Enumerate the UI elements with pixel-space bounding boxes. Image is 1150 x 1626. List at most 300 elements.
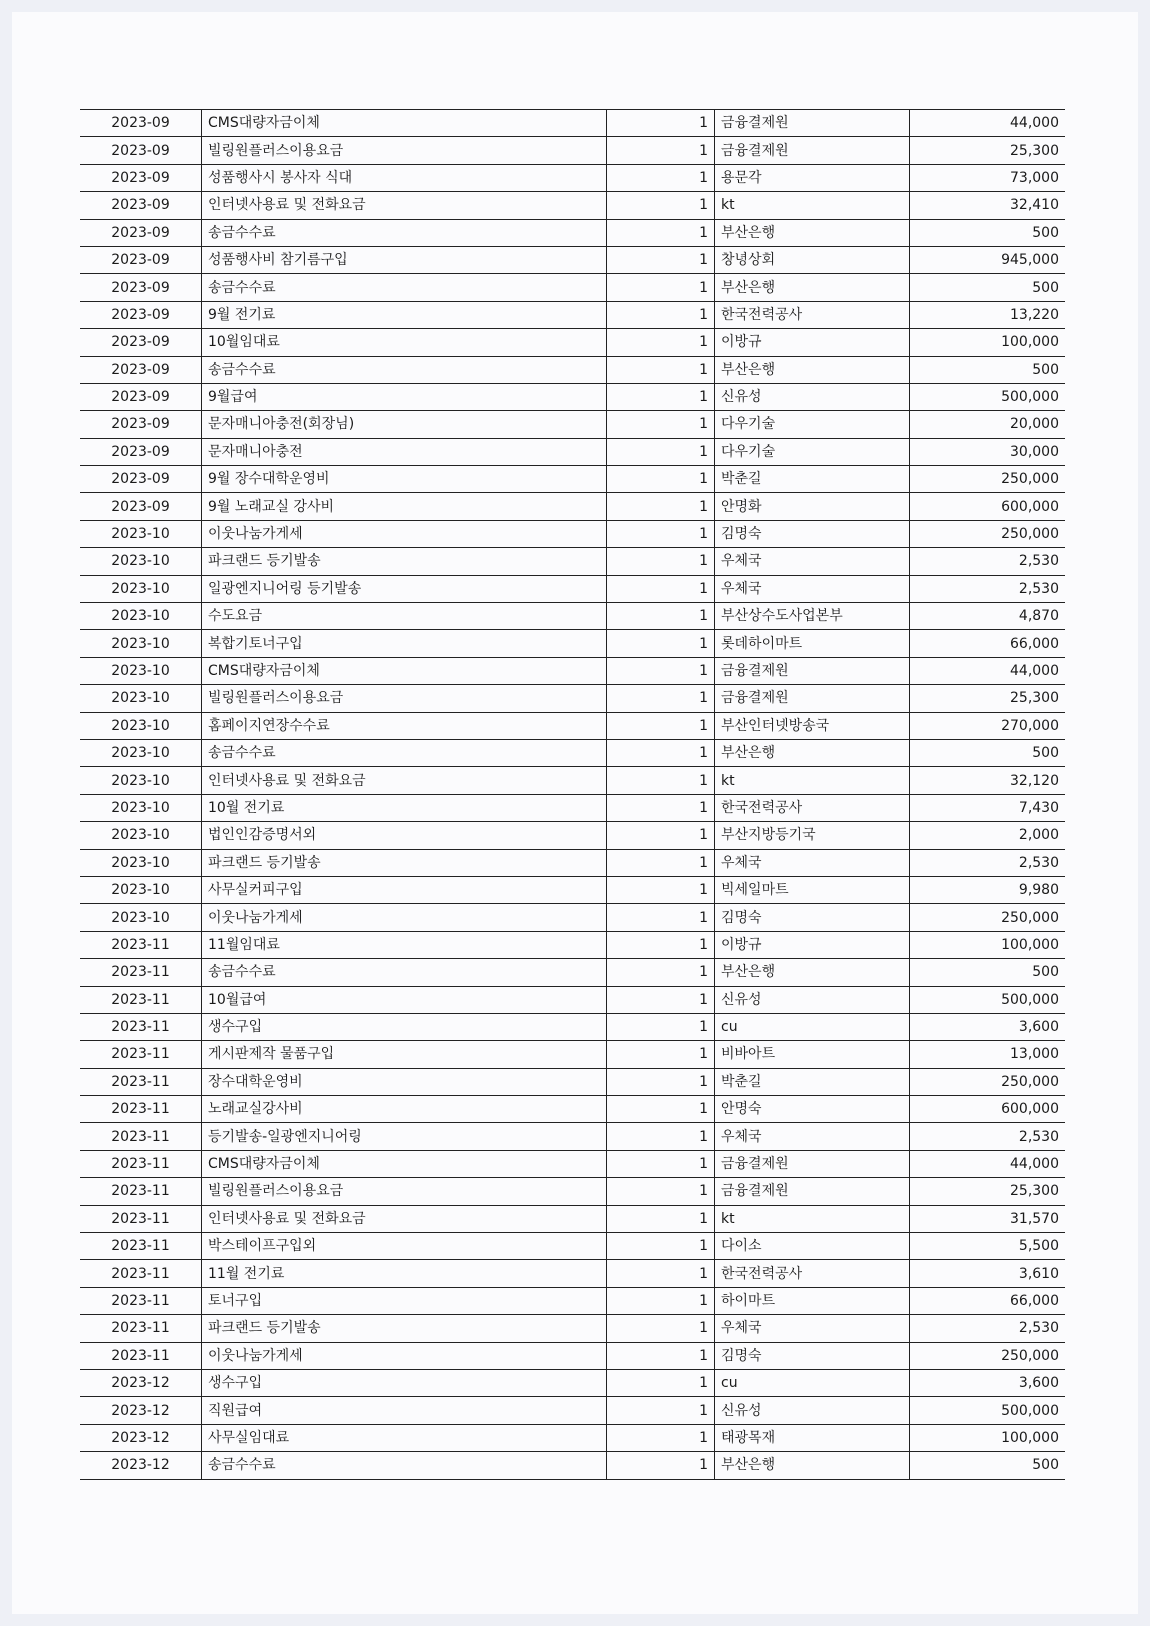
table-row xyxy=(80,246,1065,273)
vendor-cell: 하이마트 xyxy=(715,1287,910,1314)
date-cell: 2023-11 xyxy=(80,1315,202,1342)
description-cell: 박스테이프구입외 xyxy=(202,1233,607,1260)
vendor-cell: 금융결제원 xyxy=(715,110,910,137)
quantity-cell: 1 xyxy=(607,876,715,903)
date-cell: 2023-10 xyxy=(80,685,202,712)
amount-cell: 44,000 xyxy=(910,110,1066,137)
description-cell: 파크랜드 등기발송 xyxy=(202,849,607,876)
vendor-cell: 우체국 xyxy=(715,1123,910,1150)
vendor-cell: 박춘길 xyxy=(715,1068,910,1095)
amount-cell: 2,530 xyxy=(910,1123,1066,1150)
description-cell: 10월급여 xyxy=(202,986,607,1013)
quantity-cell: 1 xyxy=(607,493,715,520)
table-row xyxy=(80,411,1065,438)
vendor-cell: 우체국 xyxy=(715,575,910,602)
date-cell: 2023-11 xyxy=(80,1178,202,1205)
quantity-cell: 1 xyxy=(607,1013,715,1040)
amount-cell: 250,000 xyxy=(910,1068,1066,1095)
amount-cell: 44,000 xyxy=(910,1150,1066,1177)
date-cell: 2023-10 xyxy=(80,630,202,657)
date-cell: 2023-11 xyxy=(80,931,202,958)
quantity-cell: 1 xyxy=(607,1315,715,1342)
table-row xyxy=(80,1205,1065,1232)
quantity-cell: 1 xyxy=(607,246,715,273)
description-cell: 문자매니아충전(회장님) xyxy=(202,411,607,438)
quantity-cell: 1 xyxy=(607,1068,715,1095)
amount-cell: 66,000 xyxy=(910,1287,1066,1314)
vendor-cell: 이방규 xyxy=(715,931,910,958)
description-cell: 9월 장수대학운영비 xyxy=(202,466,607,493)
amount-cell: 30,000 xyxy=(910,438,1066,465)
vendor-cell: 금융결제원 xyxy=(715,685,910,712)
vendor-cell: 한국전력공사 xyxy=(715,301,910,328)
amount-cell: 20,000 xyxy=(910,411,1066,438)
quantity-cell: 1 xyxy=(607,1369,715,1396)
amount-cell: 250,000 xyxy=(910,1342,1066,1369)
description-cell: 송금수수료 xyxy=(202,274,607,301)
table-row xyxy=(80,1424,1065,1451)
description-cell: 9월 노래교실 강사비 xyxy=(202,493,607,520)
vendor-cell: 금융결제원 xyxy=(715,657,910,684)
date-cell: 2023-10 xyxy=(80,520,202,547)
date-cell: 2023-09 xyxy=(80,356,202,383)
table-row xyxy=(80,767,1065,794)
amount-cell: 5,500 xyxy=(910,1233,1066,1260)
quantity-cell: 1 xyxy=(607,931,715,958)
ledger-body xyxy=(80,110,1065,1480)
date-cell: 2023-11 xyxy=(80,986,202,1013)
table-row xyxy=(80,603,1065,630)
vendor-cell: 금융결제원 xyxy=(715,1150,910,1177)
table-row xyxy=(80,164,1065,191)
quantity-cell: 1 xyxy=(607,794,715,821)
table-row xyxy=(80,1397,1065,1424)
amount-cell: 4,870 xyxy=(910,603,1066,630)
amount-cell: 250,000 xyxy=(910,904,1066,931)
amount-cell: 2,530 xyxy=(910,575,1066,602)
vendor-cell: kt xyxy=(715,1205,910,1232)
vendor-cell: 김명숙 xyxy=(715,904,910,931)
date-cell: 2023-11 xyxy=(80,1096,202,1123)
vendor-cell: 다이소 xyxy=(715,1233,910,1260)
description-cell: 홈페이지연장수수료 xyxy=(202,712,607,739)
quantity-cell: 1 xyxy=(607,1150,715,1177)
description-cell: 장수대학운영비 xyxy=(202,1068,607,1095)
vendor-cell: 부산은행 xyxy=(715,219,910,246)
quantity-cell: 1 xyxy=(607,383,715,410)
vendor-cell: 창녕상회 xyxy=(715,246,910,273)
quantity-cell: 1 xyxy=(607,1123,715,1150)
vendor-cell: 빅세일마트 xyxy=(715,876,910,903)
amount-cell: 500,000 xyxy=(910,1397,1066,1424)
date-cell: 2023-10 xyxy=(80,822,202,849)
date-cell: 2023-09 xyxy=(80,274,202,301)
description-cell: 일광엔지니어링 등기발송 xyxy=(202,575,607,602)
table-row xyxy=(80,274,1065,301)
quantity-cell: 1 xyxy=(607,466,715,493)
amount-cell: 100,000 xyxy=(910,329,1066,356)
description-cell: CMS대량자금이체 xyxy=(202,1150,607,1177)
table-row xyxy=(80,1068,1065,1095)
quantity-cell: 1 xyxy=(607,192,715,219)
amount-cell: 250,000 xyxy=(910,466,1066,493)
table-row xyxy=(80,493,1065,520)
table-row xyxy=(80,356,1065,383)
table-row xyxy=(80,1287,1065,1314)
amount-cell: 250,000 xyxy=(910,520,1066,547)
date-cell: 2023-10 xyxy=(80,739,202,766)
vendor-cell: 부산은행 xyxy=(715,1452,910,1479)
date-cell: 2023-10 xyxy=(80,603,202,630)
table-row xyxy=(80,959,1065,986)
table-row xyxy=(80,137,1065,164)
quantity-cell: 1 xyxy=(607,1342,715,1369)
date-cell: 2023-11 xyxy=(80,1123,202,1150)
vendor-cell: 태광목재 xyxy=(715,1424,910,1451)
amount-cell: 100,000 xyxy=(910,1424,1066,1451)
table-row xyxy=(80,301,1065,328)
amount-cell: 31,570 xyxy=(910,1205,1066,1232)
quantity-cell: 1 xyxy=(607,1096,715,1123)
table-row xyxy=(80,1233,1065,1260)
vendor-cell: 금융결제원 xyxy=(715,137,910,164)
description-cell: CMS대량자금이체 xyxy=(202,110,607,137)
date-cell: 2023-12 xyxy=(80,1369,202,1396)
table-row xyxy=(80,383,1065,410)
description-cell: 이웃나눔가게세 xyxy=(202,904,607,931)
table-row xyxy=(80,1123,1065,1150)
amount-cell: 9,980 xyxy=(910,876,1066,903)
table-row xyxy=(80,1315,1065,1342)
amount-cell: 600,000 xyxy=(910,493,1066,520)
table-row xyxy=(80,1342,1065,1369)
vendor-cell: 박춘길 xyxy=(715,466,910,493)
amount-cell: 270,000 xyxy=(910,712,1066,739)
quantity-cell: 1 xyxy=(607,685,715,712)
vendor-cell: cu xyxy=(715,1013,910,1040)
vendor-cell: 부산은행 xyxy=(715,739,910,766)
quantity-cell: 1 xyxy=(607,657,715,684)
vendor-cell: 용문각 xyxy=(715,164,910,191)
date-cell: 2023-12 xyxy=(80,1397,202,1424)
description-cell: 빌링원플러스이용요금 xyxy=(202,137,607,164)
table-row xyxy=(80,219,1065,246)
description-cell: 송금수수료 xyxy=(202,959,607,986)
amount-cell: 7,430 xyxy=(910,794,1066,821)
quantity-cell: 1 xyxy=(607,219,715,246)
quantity-cell: 1 xyxy=(607,110,715,137)
quantity-cell: 1 xyxy=(607,767,715,794)
date-cell: 2023-09 xyxy=(80,137,202,164)
vendor-cell: 부산은행 xyxy=(715,959,910,986)
quantity-cell: 1 xyxy=(607,548,715,575)
description-cell: 법인인감증명서외 xyxy=(202,822,607,849)
table-row xyxy=(80,822,1065,849)
description-cell: 10월 전기료 xyxy=(202,794,607,821)
date-cell: 2023-11 xyxy=(80,1041,202,1068)
vendor-cell: 신유성 xyxy=(715,383,910,410)
description-cell: 10월임대료 xyxy=(202,329,607,356)
vendor-cell: 우체국 xyxy=(715,1315,910,1342)
vendor-cell: 우체국 xyxy=(715,548,910,575)
date-cell: 2023-10 xyxy=(80,876,202,903)
description-cell: 9월 전기료 xyxy=(202,301,607,328)
date-cell: 2023-09 xyxy=(80,164,202,191)
quantity-cell: 1 xyxy=(607,904,715,931)
date-cell: 2023-11 xyxy=(80,1233,202,1260)
description-cell: 등기발송-일광엔지니어링 xyxy=(202,1123,607,1150)
date-cell: 2023-11 xyxy=(80,1068,202,1095)
quantity-cell: 1 xyxy=(607,849,715,876)
vendor-cell: 김명숙 xyxy=(715,520,910,547)
date-cell: 2023-09 xyxy=(80,246,202,273)
table-row xyxy=(80,712,1065,739)
table-row xyxy=(80,630,1065,657)
table-row xyxy=(80,1096,1065,1123)
description-cell: 복합기토너구입 xyxy=(202,630,607,657)
amount-cell: 500 xyxy=(910,219,1066,246)
date-cell: 2023-11 xyxy=(80,1342,202,1369)
table-row xyxy=(80,849,1065,876)
quantity-cell: 1 xyxy=(607,603,715,630)
quantity-cell: 1 xyxy=(607,959,715,986)
amount-cell: 25,300 xyxy=(910,685,1066,712)
description-cell: 파크랜드 등기발송 xyxy=(202,1315,607,1342)
vendor-cell: 부산지방등기국 xyxy=(715,822,910,849)
amount-cell: 32,410 xyxy=(910,192,1066,219)
date-cell: 2023-11 xyxy=(80,1287,202,1314)
quantity-cell: 1 xyxy=(607,329,715,356)
description-cell: 문자매니아충전 xyxy=(202,438,607,465)
table-row xyxy=(80,575,1065,602)
vendor-cell: 신유성 xyxy=(715,986,910,1013)
vendor-cell: 다우기술 xyxy=(715,411,910,438)
description-cell: 성품행사시 봉사자 식대 xyxy=(202,164,607,191)
quantity-cell: 1 xyxy=(607,520,715,547)
vendor-cell: cu xyxy=(715,1369,910,1396)
vendor-cell: 롯데하이마트 xyxy=(715,630,910,657)
amount-cell: 3,600 xyxy=(910,1369,1066,1396)
amount-cell: 13,000 xyxy=(910,1041,1066,1068)
date-cell: 2023-09 xyxy=(80,329,202,356)
table-row xyxy=(80,1013,1065,1040)
table-row xyxy=(80,548,1065,575)
table-row xyxy=(80,329,1065,356)
description-cell: 파크랜드 등기발송 xyxy=(202,548,607,575)
quantity-cell: 1 xyxy=(607,411,715,438)
date-cell: 2023-09 xyxy=(80,466,202,493)
description-cell: 빌링원플러스이용요금 xyxy=(202,685,607,712)
date-cell: 2023-09 xyxy=(80,493,202,520)
description-cell: 토너구입 xyxy=(202,1287,607,1314)
description-cell: 인터넷사용료 및 전화요금 xyxy=(202,767,607,794)
date-cell: 2023-10 xyxy=(80,904,202,931)
vendor-cell: kt xyxy=(715,192,910,219)
vendor-cell: 우체국 xyxy=(715,849,910,876)
description-cell: 성품행사비 참기름구입 xyxy=(202,246,607,273)
table-row xyxy=(80,520,1065,547)
description-cell: 사무실커피구입 xyxy=(202,876,607,903)
date-cell: 2023-11 xyxy=(80,1013,202,1040)
quantity-cell: 1 xyxy=(607,438,715,465)
date-cell: 2023-11 xyxy=(80,1260,202,1287)
amount-cell: 3,600 xyxy=(910,1013,1066,1040)
description-cell: 이웃나눔가게세 xyxy=(202,520,607,547)
quantity-cell: 1 xyxy=(607,274,715,301)
description-cell: 직원급여 xyxy=(202,1397,607,1424)
table-row xyxy=(80,466,1065,493)
table-row xyxy=(80,1178,1065,1205)
amount-cell: 25,300 xyxy=(910,1178,1066,1205)
amount-cell: 73,000 xyxy=(910,164,1066,191)
amount-cell: 2,530 xyxy=(910,548,1066,575)
description-cell: 송금수수료 xyxy=(202,219,607,246)
amount-cell: 500 xyxy=(910,1452,1066,1479)
quantity-cell: 1 xyxy=(607,575,715,602)
vendor-cell: 비바아트 xyxy=(715,1041,910,1068)
table-row xyxy=(80,986,1065,1013)
table-row xyxy=(80,739,1065,766)
date-cell: 2023-09 xyxy=(80,219,202,246)
vendor-cell: 신유성 xyxy=(715,1397,910,1424)
quantity-cell: 1 xyxy=(607,739,715,766)
quantity-cell: 1 xyxy=(607,1452,715,1479)
description-cell: 생수구입 xyxy=(202,1013,607,1040)
vendor-cell: 김명숙 xyxy=(715,1342,910,1369)
quantity-cell: 1 xyxy=(607,1424,715,1451)
quantity-cell: 1 xyxy=(607,712,715,739)
amount-cell: 500 xyxy=(910,739,1066,766)
table-row xyxy=(80,192,1065,219)
date-cell: 2023-10 xyxy=(80,575,202,602)
date-cell: 2023-11 xyxy=(80,1205,202,1232)
table-row xyxy=(80,876,1065,903)
vendor-cell: kt xyxy=(715,767,910,794)
amount-cell: 500,000 xyxy=(910,986,1066,1013)
quantity-cell: 1 xyxy=(607,1205,715,1232)
amount-cell: 600,000 xyxy=(910,1096,1066,1123)
amount-cell: 13,220 xyxy=(910,301,1066,328)
amount-cell: 500,000 xyxy=(910,383,1066,410)
date-cell: 2023-10 xyxy=(80,657,202,684)
description-cell: 인터넷사용료 및 전화요금 xyxy=(202,192,607,219)
quantity-cell: 1 xyxy=(607,301,715,328)
quantity-cell: 1 xyxy=(607,986,715,1013)
amount-cell: 3,610 xyxy=(910,1260,1066,1287)
date-cell: 2023-10 xyxy=(80,712,202,739)
amount-cell: 2,000 xyxy=(910,822,1066,849)
date-cell: 2023-11 xyxy=(80,1150,202,1177)
quantity-cell: 1 xyxy=(607,1041,715,1068)
quantity-cell: 1 xyxy=(607,164,715,191)
date-cell: 2023-12 xyxy=(80,1424,202,1451)
table-row xyxy=(80,1452,1065,1479)
description-cell: 사무실임대료 xyxy=(202,1424,607,1451)
vendor-cell: 한국전력공사 xyxy=(715,1260,910,1287)
table-row xyxy=(80,1260,1065,1287)
amount-cell: 44,000 xyxy=(910,657,1066,684)
quantity-cell: 1 xyxy=(607,822,715,849)
date-cell: 2023-10 xyxy=(80,548,202,575)
description-cell: 노래교실강사비 xyxy=(202,1096,607,1123)
table-row xyxy=(80,657,1065,684)
date-cell: 2023-09 xyxy=(80,383,202,410)
quantity-cell: 1 xyxy=(607,630,715,657)
date-cell: 2023-09 xyxy=(80,110,202,137)
vendor-cell: 부산상수도사업본부 xyxy=(715,603,910,630)
amount-cell: 500 xyxy=(910,959,1066,986)
vendor-cell: 안명화 xyxy=(715,493,910,520)
vendor-cell: 다우기술 xyxy=(715,438,910,465)
table-row xyxy=(80,1369,1065,1396)
description-cell: 9월급여 xyxy=(202,383,607,410)
quantity-cell: 1 xyxy=(607,1287,715,1314)
description-cell: 송금수수료 xyxy=(202,356,607,383)
amount-cell: 2,530 xyxy=(910,1315,1066,1342)
quantity-cell: 1 xyxy=(607,1233,715,1260)
amount-cell: 945,000 xyxy=(910,246,1066,273)
date-cell: 2023-10 xyxy=(80,794,202,821)
table-row xyxy=(80,1041,1065,1068)
description-cell: 인터넷사용료 및 전화요금 xyxy=(202,1205,607,1232)
date-cell: 2023-09 xyxy=(80,438,202,465)
amount-cell: 500 xyxy=(910,274,1066,301)
description-cell: 11월임대료 xyxy=(202,931,607,958)
description-cell: 게시판제작 물품구입 xyxy=(202,1041,607,1068)
date-cell: 2023-09 xyxy=(80,411,202,438)
amount-cell: 500 xyxy=(910,356,1066,383)
table-row xyxy=(80,438,1065,465)
date-cell: 2023-11 xyxy=(80,959,202,986)
description-cell: 송금수수료 xyxy=(202,1452,607,1479)
vendor-cell: 이방규 xyxy=(715,329,910,356)
vendor-cell: 금융결제원 xyxy=(715,1178,910,1205)
date-cell: 2023-12 xyxy=(80,1452,202,1479)
description-cell: 송금수수료 xyxy=(202,739,607,766)
description-cell: 11월 전기료 xyxy=(202,1260,607,1287)
amount-cell: 66,000 xyxy=(910,630,1066,657)
table-row xyxy=(80,1150,1065,1177)
vendor-cell: 한국전력공사 xyxy=(715,794,910,821)
quantity-cell: 1 xyxy=(607,1260,715,1287)
table-row xyxy=(80,931,1065,958)
expense-ledger-table xyxy=(80,109,1065,1480)
amount-cell: 2,530 xyxy=(910,849,1066,876)
table-row xyxy=(80,904,1065,931)
vendor-cell: 부산인터넷방송국 xyxy=(715,712,910,739)
quantity-cell: 1 xyxy=(607,356,715,383)
vendor-cell: 부산은행 xyxy=(715,274,910,301)
date-cell: 2023-10 xyxy=(80,849,202,876)
vendor-cell: 안명숙 xyxy=(715,1096,910,1123)
date-cell: 2023-09 xyxy=(80,301,202,328)
table-row xyxy=(80,685,1065,712)
table-row xyxy=(80,110,1065,137)
description-cell: 수도요금 xyxy=(202,603,607,630)
table-row xyxy=(80,794,1065,821)
quantity-cell: 1 xyxy=(607,1178,715,1205)
vendor-cell: 부산은행 xyxy=(715,356,910,383)
amount-cell: 100,000 xyxy=(910,931,1066,958)
amount-cell: 25,300 xyxy=(910,137,1066,164)
description-cell: 빌링원플러스이용요금 xyxy=(202,1178,607,1205)
date-cell: 2023-10 xyxy=(80,767,202,794)
amount-cell: 32,120 xyxy=(910,767,1066,794)
description-cell: 생수구입 xyxy=(202,1369,607,1396)
quantity-cell: 1 xyxy=(607,137,715,164)
quantity-cell: 1 xyxy=(607,1397,715,1424)
description-cell: 이웃나눔가게세 xyxy=(202,1342,607,1369)
